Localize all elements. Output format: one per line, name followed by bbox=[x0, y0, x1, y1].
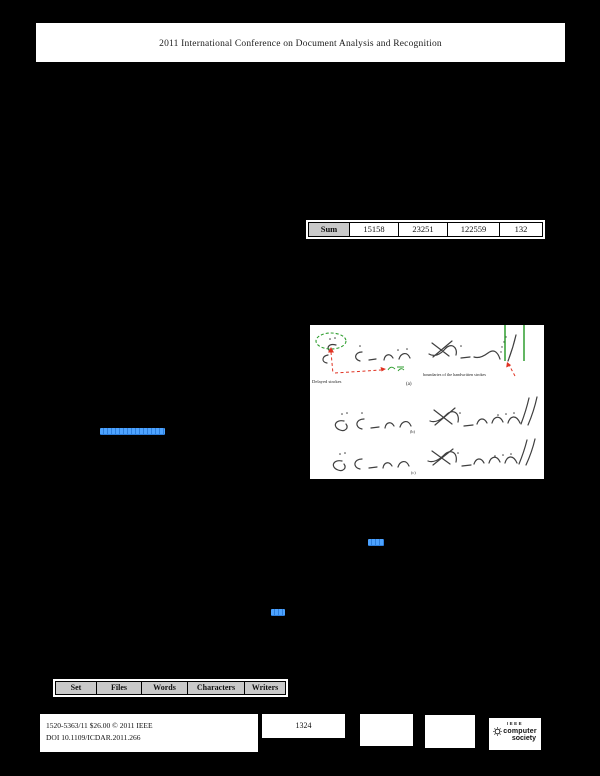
logo-society-text: society bbox=[511, 735, 536, 742]
dataset-table-header-writers: Writers bbox=[245, 682, 285, 694]
handwriting-figure bbox=[310, 325, 544, 479]
dataset-table-header-row bbox=[55, 681, 286, 695]
ieee-wordmark: IEEE bbox=[506, 721, 524, 726]
ieee-cs-logo-box bbox=[489, 718, 541, 750]
sum-table-value-files: 15158 bbox=[350, 223, 399, 236]
logo-computer-text: computer bbox=[503, 728, 537, 735]
figure-right-caption: boundaries of the handwritten strokes bbox=[423, 372, 487, 377]
green-annotations bbox=[316, 325, 524, 371]
green-glyph-marks bbox=[388, 367, 404, 371]
hyperlink-2[interactable] bbox=[368, 539, 384, 546]
copyright-line: 1520-5363/11 $26.00 © 2011 IEEE bbox=[46, 721, 153, 730]
delayed-strokes-ellipse bbox=[316, 333, 346, 349]
sum-table-value-characters: 122559 bbox=[448, 223, 500, 236]
subfigure-label-b: (b) bbox=[410, 429, 415, 434]
sum-table-value-words: 23251 bbox=[399, 223, 448, 236]
copyright-box bbox=[40, 714, 258, 752]
page-number-box bbox=[262, 714, 345, 738]
dataset-table-header-characters: Characters bbox=[188, 682, 245, 694]
delayed-strokes-label: Delayed strokes bbox=[312, 379, 342, 384]
dataset-table-header-files: Files bbox=[97, 682, 142, 694]
handwriting-row-c-dots bbox=[339, 452, 512, 457]
handwriting-row-c bbox=[333, 439, 535, 471]
ieee-cs-gear-icon bbox=[493, 727, 502, 736]
handwriting-row-a-dots bbox=[329, 336, 507, 352]
page-number: 1324 bbox=[295, 721, 312, 730]
handwriting-row-a bbox=[323, 335, 516, 363]
page-header-strip bbox=[36, 23, 565, 62]
doi-line: DOI 10.1109/ICDAR.2011.266 bbox=[46, 733, 141, 742]
blank-footer-box-2 bbox=[425, 715, 475, 748]
hyperlink-3[interactable] bbox=[271, 609, 285, 616]
dataset-table-header-set: Set bbox=[56, 682, 97, 694]
subfigure-label-c: (c) bbox=[411, 470, 416, 475]
red-arrowheads bbox=[328, 347, 511, 372]
subfigure-label-a: (a) bbox=[406, 382, 412, 387]
handwriting-row-b-dots bbox=[341, 412, 515, 416]
conference-title: 2011 International Conference on Document Analysis and Recognition bbox=[159, 39, 442, 49]
sum-table-value-writers: 132 bbox=[514, 224, 528, 234]
sum-table-row bbox=[308, 222, 543, 237]
sum-table-label: Sum bbox=[309, 223, 350, 236]
blank-footer-box-1 bbox=[360, 714, 413, 746]
hyperlink-1[interactable] bbox=[100, 428, 165, 435]
dataset-table-header-words: Words bbox=[142, 682, 188, 694]
handwriting-figure-canvas bbox=[310, 325, 544, 479]
